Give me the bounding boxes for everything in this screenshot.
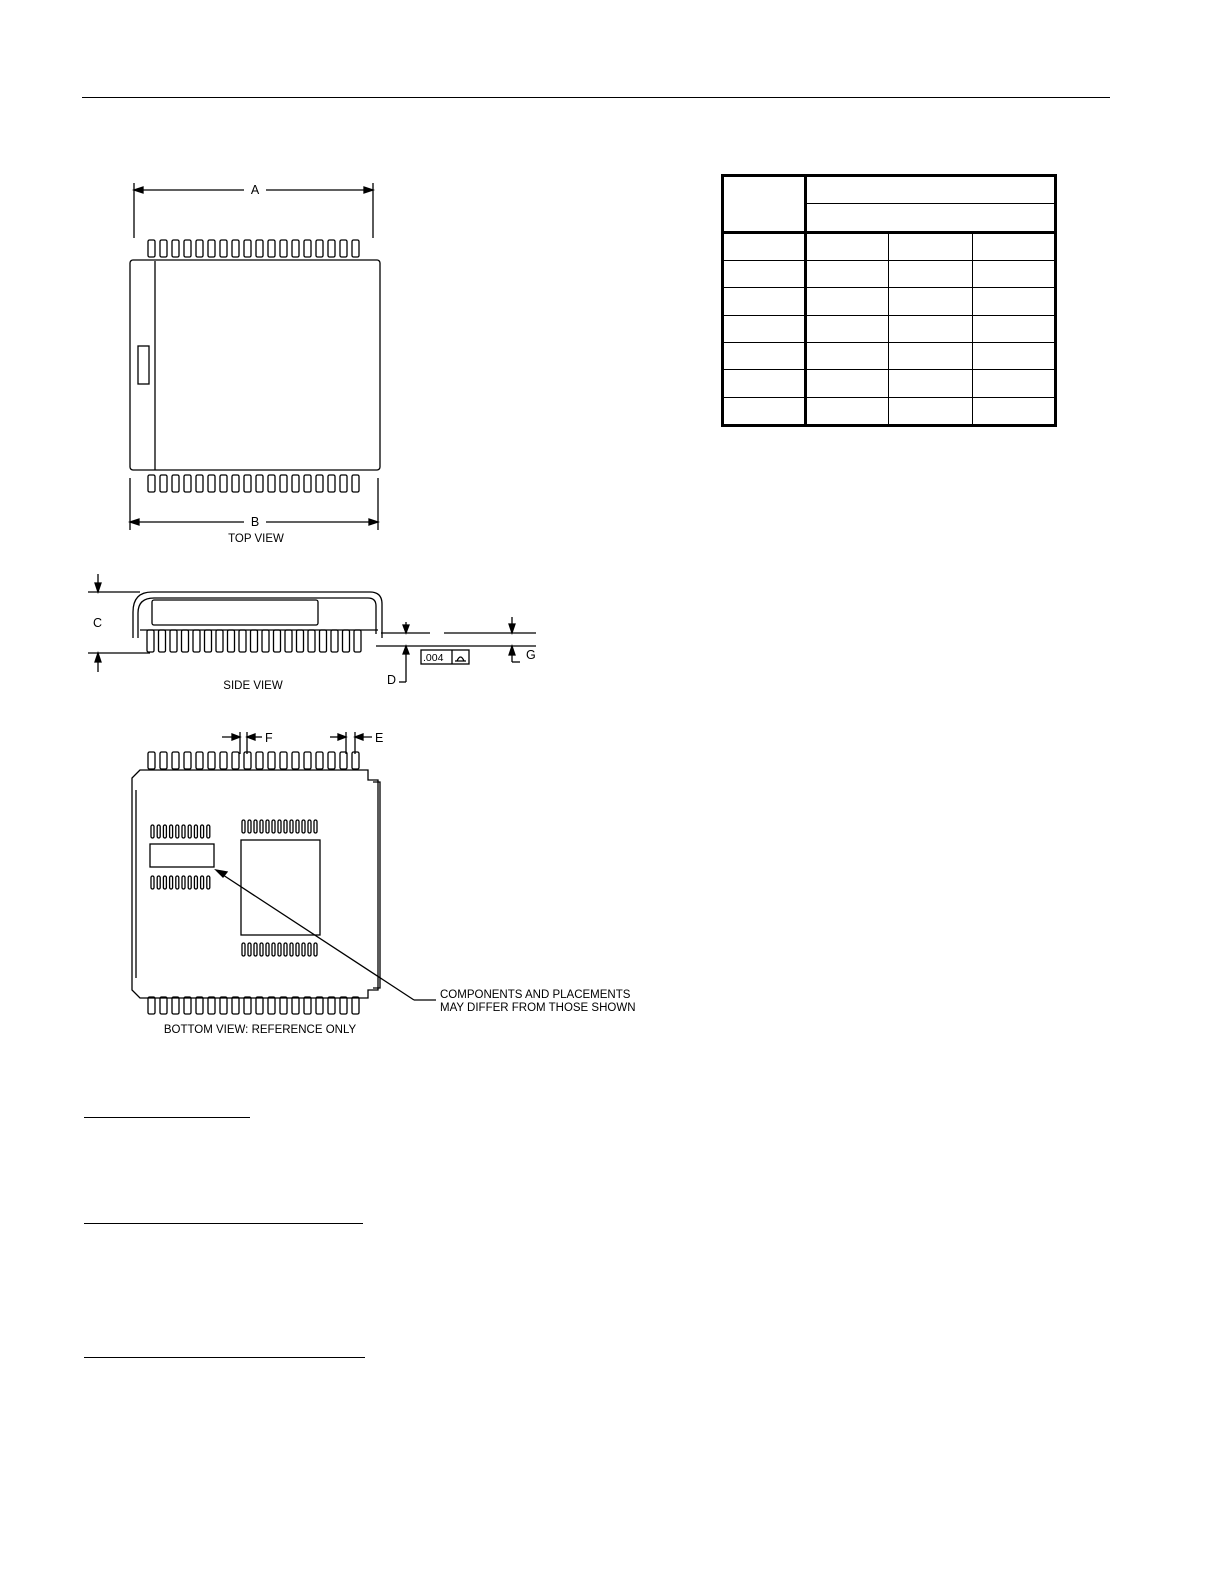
table-row <box>723 288 1056 315</box>
top-view-lead <box>244 475 251 492</box>
side-view-lead <box>308 630 315 652</box>
bottom-view-lead <box>280 997 287 1014</box>
side-view-lead <box>331 630 338 652</box>
dim-d-label: D <box>387 673 397 687</box>
table-cell <box>723 261 806 288</box>
top-view-lead <box>352 240 359 257</box>
bottom-view-lead <box>352 752 359 769</box>
ic-pin <box>272 943 275 956</box>
top-view-lead <box>316 475 323 492</box>
bottom-view-lead <box>196 997 203 1014</box>
top-view-lead <box>328 475 335 492</box>
top-view-lead <box>184 240 191 257</box>
ic-pin <box>308 820 311 833</box>
ic-pin <box>290 943 293 956</box>
bottom-view-lead <box>316 752 323 769</box>
bottom-view-lead <box>340 752 347 769</box>
table-header-cell <box>806 204 1056 232</box>
side-view-lead <box>343 630 350 652</box>
table-cell <box>889 370 972 397</box>
bottom-view-lead <box>352 997 359 1014</box>
table-cell <box>806 261 889 288</box>
bottom-view-lead <box>340 997 347 1014</box>
table-cell <box>723 397 806 425</box>
top-view-lead <box>304 475 311 492</box>
table-row <box>723 342 1056 369</box>
bottom-view-lead <box>232 997 239 1014</box>
tolerance-value: .004 <box>423 652 444 664</box>
table-row <box>723 315 1056 342</box>
side-view-lead <box>274 630 281 652</box>
side-view-lead <box>182 630 189 652</box>
ic-pin <box>284 943 287 956</box>
ic-pin <box>194 876 197 889</box>
top-view-lead <box>148 240 155 257</box>
top-view-lead <box>316 240 323 257</box>
side-view-lead <box>216 630 223 652</box>
dim-e-label: E <box>375 731 384 745</box>
section-rule-1 <box>84 1117 250 1118</box>
bottom-view-caption: BOTTOM VIEW: REFERENCE ONLY <box>163 1024 357 1036</box>
ic-pin <box>157 825 160 838</box>
ic-pin <box>176 876 179 889</box>
top-view-lead <box>172 475 179 492</box>
table-cell <box>972 288 1055 315</box>
dim-b-label: B <box>250 515 260 529</box>
ic-pin <box>157 876 160 889</box>
table-cell <box>723 232 806 260</box>
ic-pin <box>254 943 257 956</box>
ic-pin <box>290 820 293 833</box>
side-view-lead <box>354 630 361 652</box>
ic-pin <box>163 876 166 889</box>
table-cell <box>889 397 972 425</box>
table-cell <box>806 232 889 260</box>
ic-pin <box>284 820 287 833</box>
table-cell <box>972 397 1055 425</box>
bottom-view-lead <box>232 752 239 769</box>
top-view-lead <box>220 240 227 257</box>
bottom-view-lead <box>148 997 155 1014</box>
ic-pin <box>182 825 185 838</box>
table-header-cell <box>806 176 1056 204</box>
top-view-lead <box>268 475 275 492</box>
table-cell <box>889 288 972 315</box>
ic-pin <box>207 876 210 889</box>
table-cell <box>889 232 972 260</box>
ic-pin <box>188 876 191 889</box>
placement-note-line1: COMPONENTS AND PLACEMENTS <box>440 989 631 1001</box>
table-cell <box>806 342 889 369</box>
dim-g-label: G <box>526 648 536 662</box>
top-view-lead <box>280 240 287 257</box>
bottom-view-lead <box>148 752 155 769</box>
bottom-view-lead <box>316 997 323 1014</box>
bottom-view-lead <box>268 752 275 769</box>
ic-pin <box>201 876 204 889</box>
ic-pin <box>296 943 299 956</box>
ic-pin <box>201 825 204 838</box>
bottom-view-lead <box>268 997 275 1014</box>
ic-pin <box>308 943 311 956</box>
table-cell <box>806 315 889 342</box>
top-view-lead <box>160 475 167 492</box>
ic-pin <box>266 943 269 956</box>
table-cell <box>723 342 806 369</box>
side-view-lead <box>170 630 177 652</box>
bottom-view-lead <box>184 752 191 769</box>
side-view-lead <box>159 630 166 652</box>
top-view-lead <box>328 240 335 257</box>
ic-pin <box>260 820 263 833</box>
top-view-lead <box>148 475 155 492</box>
table-header-cell <box>723 176 806 233</box>
ic-pin <box>176 825 179 838</box>
placement-note-line2: MAY DIFFER FROM THOSE SHOWN <box>440 1002 636 1014</box>
side-view-lead <box>285 630 292 652</box>
bottom-view-lead <box>160 752 167 769</box>
bottom-view-lead <box>304 997 311 1014</box>
side-view-lead <box>251 630 258 652</box>
ic-pin <box>302 820 305 833</box>
top-view-lead <box>304 240 311 257</box>
side-view-lead <box>239 630 246 652</box>
side-view-lead <box>297 630 304 652</box>
bottom-view-lead <box>244 997 251 1014</box>
bottom-view-lead <box>292 752 299 769</box>
ic-pin <box>278 943 281 956</box>
dim-f-label: F <box>265 731 273 745</box>
bottom-view-lead <box>328 997 335 1014</box>
bottom-view-lead <box>304 752 311 769</box>
ic-pin <box>260 943 263 956</box>
section-rule-3 <box>84 1357 365 1358</box>
top-view-caption: TOP VIEW <box>228 533 284 545</box>
table-cell <box>889 315 972 342</box>
ic-pin <box>188 825 191 838</box>
bottom-view-lead <box>208 997 215 1014</box>
side-view-lead <box>147 630 154 652</box>
ic-pin <box>254 820 257 833</box>
dim-c-label: C <box>93 616 103 630</box>
ic-pin <box>207 825 210 838</box>
side-view-caption: SIDE VIEW <box>223 680 283 692</box>
bottom-view-lead <box>256 997 263 1014</box>
top-view-lead <box>220 475 227 492</box>
top-view-lead <box>340 240 347 257</box>
bottom-view-lead <box>172 997 179 1014</box>
bottom-view-lead <box>196 752 203 769</box>
top-view-lead <box>232 240 239 257</box>
bottom-view-lead <box>172 752 179 769</box>
bottom-view-lead <box>220 752 227 769</box>
bottom-view-lead <box>220 997 227 1014</box>
ic-pin <box>182 876 185 889</box>
bottom-view-lead <box>256 752 263 769</box>
table-cell <box>972 370 1055 397</box>
side-view-lead <box>320 630 327 652</box>
ic-pin <box>248 820 251 833</box>
ic-pin <box>278 820 281 833</box>
table-cell <box>723 315 806 342</box>
ic-pin <box>314 820 317 833</box>
top-view-lead <box>256 240 263 257</box>
top-view-lead <box>244 240 251 257</box>
dim-a-label: A <box>250 183 260 197</box>
table-cell <box>889 261 972 288</box>
table-cell <box>723 288 806 315</box>
top-view-lead <box>256 475 263 492</box>
ic-pin <box>151 876 154 889</box>
table-cell <box>806 397 889 425</box>
bottom-view-lead <box>184 997 191 1014</box>
top-view-lead <box>352 475 359 492</box>
table-cell <box>723 370 806 397</box>
top-view-lead <box>208 475 215 492</box>
ic-pin <box>151 825 154 838</box>
bottom-view-lead <box>160 997 167 1014</box>
ic-pin <box>194 825 197 838</box>
ic-pin <box>296 820 299 833</box>
table-cell <box>806 370 889 397</box>
table-cell <box>972 232 1055 260</box>
ic-pin <box>302 943 305 956</box>
section-rule-2 <box>84 1223 363 1224</box>
top-view-lead <box>184 475 191 492</box>
table-row <box>723 370 1056 397</box>
ic-pin <box>170 876 173 889</box>
bottom-view-lead <box>328 752 335 769</box>
bottom-view-lead <box>280 752 287 769</box>
table-cell <box>972 342 1055 369</box>
table-row <box>723 261 1056 288</box>
top-view-lead <box>340 475 347 492</box>
side-view-lead <box>205 630 212 652</box>
top-view-lead <box>292 475 299 492</box>
ic-pin <box>314 943 317 956</box>
bottom-view-lead <box>244 752 251 769</box>
table-row <box>723 397 1056 425</box>
top-view-lead <box>232 475 239 492</box>
top-view-lead <box>172 240 179 257</box>
ic-pin <box>170 825 173 838</box>
dimension-table <box>721 174 1057 427</box>
side-view-lead <box>228 630 235 652</box>
ic-pin <box>242 820 245 833</box>
top-view-lead <box>268 240 275 257</box>
table-cell <box>806 288 889 315</box>
table-header-row <box>723 176 1056 204</box>
bottom-view-lead <box>292 997 299 1014</box>
ic-pin <box>242 943 245 956</box>
top-view-lead <box>292 240 299 257</box>
table-cell <box>972 261 1055 288</box>
ic-pin <box>272 820 275 833</box>
top-view-lead <box>208 240 215 257</box>
table-cell <box>972 315 1055 342</box>
bottom-view-lead <box>208 752 215 769</box>
top-view-lead <box>196 240 203 257</box>
top-view-lead <box>160 240 167 257</box>
ic-pin <box>266 820 269 833</box>
ic-pin <box>248 943 251 956</box>
table-cell <box>889 342 972 369</box>
side-view-lead <box>262 630 269 652</box>
top-view-lead <box>196 475 203 492</box>
table-row <box>723 232 1056 260</box>
ic-pin <box>163 825 166 838</box>
top-view-lead <box>280 475 287 492</box>
side-view-lead <box>193 630 200 652</box>
